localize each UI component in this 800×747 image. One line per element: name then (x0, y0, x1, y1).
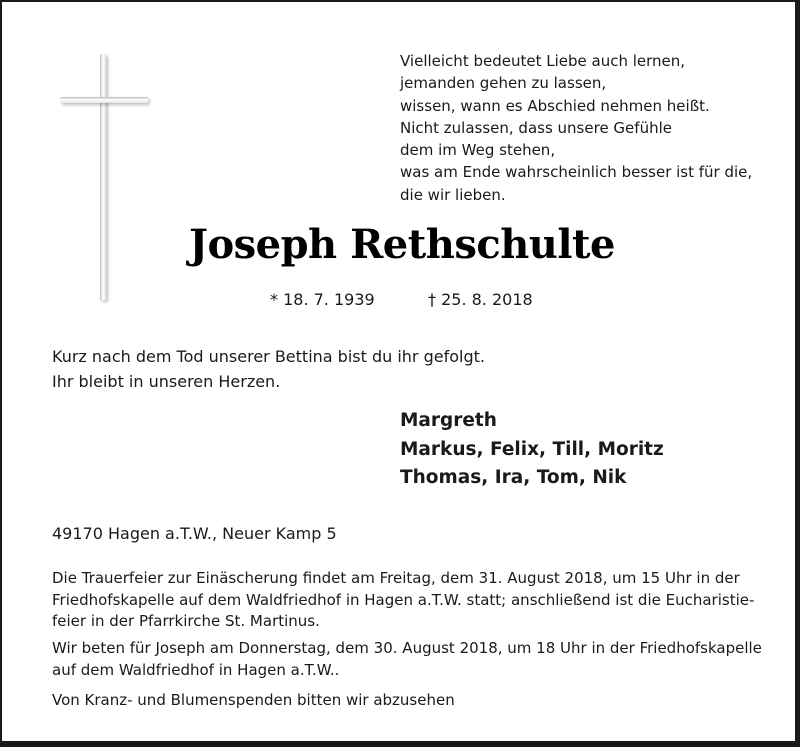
family-line: Markus, Felix, Till, Moritz (400, 438, 664, 460)
cross-horizontal-beam (60, 97, 148, 103)
deceased-name: Joseph Rethschulte (189, 221, 615, 268)
closing-note: Von Kranz- und Blumenspenden bitten wir abzusehen (52, 691, 455, 709)
funeral-info (52, 568, 757, 633)
prayer-line: auf dem Waldfriedhof in Hagen a.T.W.. (52, 660, 340, 679)
family-line: Margreth (400, 410, 497, 431)
intro-text (52, 345, 485, 394)
poem-line: wissen, wann es Abschied nehmen heißt. (400, 96, 710, 115)
funeral-line: feier in der Pfarrkirche St. Martinus. (52, 612, 320, 631)
funeral-line: Die Trauerfeier zur Einäscherung findet am Freitag, dem 31. August 2018, um 15 Uhr in der (52, 569, 740, 587)
prayer-line: Wir beten für Joseph am Donnerstag, dem 30. August 2018, um 18 Uhr in der Friedhofskapelle (52, 639, 762, 657)
poem (400, 50, 752, 206)
poem-line: die wir lieben. (400, 185, 506, 204)
birth-date: * 18. 7. 1939 (270, 290, 375, 309)
poem-line: Vielleicht bedeutet Liebe auch lernen, (400, 52, 686, 70)
death-date: † 25. 8. 2018 (428, 290, 533, 309)
poem-line: dem im Weg stehen, (400, 141, 556, 160)
address: 49170 Hagen a.T.W., Neuer Kamp 5 (52, 524, 337, 543)
funeral-line: Friedhofskapelle auf dem Waldfriedhof in Hagen a.T.W. statt; anschließend ist die Eucharistie- (52, 590, 755, 609)
poem-line: jemanden gehen zu lassen, (400, 74, 607, 93)
poem-line: Nicht zulassen, dass unsere Gefühle (400, 118, 672, 137)
intro-line: Kurz nach dem Tod unserer Bettina bist du ihr gefolgt. (52, 347, 485, 366)
family-line: Thomas, Ira, Tom, Nik (400, 467, 627, 488)
intro-line: Ihr bleibt in unseren Herzen. (52, 371, 281, 391)
prayer-info (52, 638, 762, 681)
poem-line: was am Ende wahrscheinlich besser ist für die, (400, 163, 753, 182)
family-signatures (400, 407, 664, 493)
